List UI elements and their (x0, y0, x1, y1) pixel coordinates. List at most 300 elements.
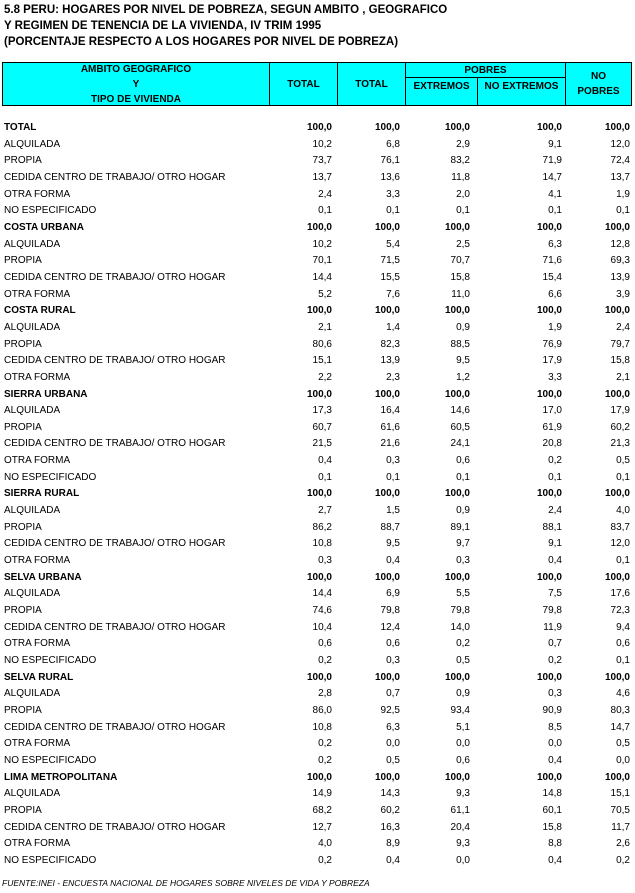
cell-value: 0,1 (616, 655, 630, 666)
cell-value: 0,6 (386, 638, 400, 650)
cell-value: 5,1 (456, 721, 470, 733)
row-label: PROPIA (4, 155, 42, 167)
row-label: OTRA FORMA (4, 188, 71, 200)
row-label: LIMA METROPOLITANA (4, 771, 118, 783)
cell-value: 60,1 (542, 804, 562, 816)
row-label: PROPIA (4, 605, 42, 617)
cell-value: 8,5 (548, 721, 562, 733)
cell-value: 14,4 (312, 588, 332, 600)
cell-value: 100,0 (536, 488, 562, 500)
cell-value: 0,3 (318, 555, 332, 567)
cell-value: 14,3 (380, 788, 400, 800)
table-row (2, 803, 632, 820)
cell-value: 14,4 (312, 271, 332, 283)
cell-value: 9,1 (548, 538, 562, 550)
cell-value: 2,1 (318, 321, 332, 333)
cell-value: 88,7 (380, 521, 400, 533)
row-label: OTRA FORMA (4, 555, 71, 567)
cell-value: 6,9 (386, 588, 400, 600)
cell-value: 100,0 (306, 305, 332, 317)
cell-value: 4,0 (318, 838, 332, 850)
cell-value: 100,0 (604, 388, 630, 400)
table-row (2, 420, 632, 437)
cell-value: 11,8 (451, 171, 470, 183)
table-row (2, 786, 632, 803)
table-row (2, 703, 632, 720)
cell-value: 0,1 (616, 471, 630, 483)
cell-value: 2,6 (616, 838, 630, 850)
header-ambito (3, 63, 269, 105)
cell-value: 0,5 (386, 754, 400, 766)
cell-value: 100,0 (374, 305, 400, 317)
row-label: CEDIDA CENTRO DE TRABAJO/ OTRO HOGAR (4, 621, 226, 633)
cell-value: 24,1 (450, 438, 470, 450)
cell-value: 100,0 (374, 671, 400, 683)
cell-value: 20,8 (542, 438, 562, 450)
cell-value: 17,9 (610, 405, 630, 417)
row-label: PROPIA (4, 255, 42, 267)
cell-value: 15,1 (312, 355, 332, 367)
cell-value: 79,7 (610, 338, 630, 350)
cell-value: 61,1 (450, 804, 470, 816)
cell-value: 100,0 (536, 122, 562, 133)
title-line-3: (PORCENTAJE RESPECTO A LOS HOGARES POR NIVEL DE POBREZA) (4, 36, 399, 48)
cell-value: 0,4 (386, 555, 400, 567)
cell-value: 100,0 (306, 388, 332, 400)
cell-value: 60,2 (380, 804, 400, 816)
table-row (2, 253, 632, 270)
cell-value: 100,0 (374, 571, 400, 583)
cell-value: 76,9 (542, 338, 562, 350)
cell-value: 0,1 (616, 205, 630, 217)
table-row (2, 586, 632, 603)
cell-value: 86,0 (312, 704, 332, 716)
cell-value: 15,5 (380, 271, 400, 283)
table-row (2, 470, 632, 487)
cell-value: 0,3 (386, 655, 400, 666)
row-label: OTRA FORMA (4, 638, 71, 650)
cell-value: 0,1 (318, 471, 332, 483)
header-total-1: TOTAL (287, 78, 320, 90)
cell-value: 61,6 (380, 421, 400, 433)
cell-value: 2,7 (318, 505, 332, 517)
cell-value: 1,9 (616, 188, 630, 200)
cell-value: 6,3 (386, 721, 400, 733)
cell-value: 83,2 (450, 155, 470, 167)
cell-value: 12,0 (610, 138, 630, 150)
table-row (2, 853, 632, 870)
table-row (2, 287, 632, 304)
cell-value: 70,5 (610, 804, 630, 816)
cell-value: 100,0 (536, 388, 562, 400)
cell-value: 0,5 (456, 655, 470, 666)
cell-value: 100,0 (306, 488, 332, 500)
cell-value: 0,0 (386, 738, 400, 750)
cell-value: 10,2 (312, 138, 332, 150)
row-label: ALQUILADA (4, 788, 61, 800)
cell-value: 1,5 (386, 505, 400, 517)
row-label: OTRA FORMA (4, 288, 71, 300)
cell-value: 100,0 (306, 122, 332, 133)
cell-value: 9,7 (456, 538, 470, 550)
table-row (2, 137, 632, 154)
cell-value: 12,0 (610, 538, 630, 550)
cell-value: 0,6 (456, 455, 470, 467)
cell-value: 14,7 (610, 721, 630, 733)
table-row (2, 836, 632, 853)
cell-value: 21,5 (312, 438, 332, 450)
row-label: PROPIA (4, 338, 42, 350)
table-row (2, 520, 632, 537)
cell-value: 79,8 (542, 605, 562, 617)
table-section-row (2, 670, 632, 687)
cell-value: 100,0 (374, 388, 400, 400)
cell-value: 100,0 (374, 122, 400, 133)
cell-value: 0,7 (548, 638, 562, 650)
cell-value: 13,9 (380, 355, 400, 367)
cell-value: 100,0 (444, 671, 470, 683)
row-label: OTRA FORMA (4, 455, 71, 467)
cell-value: 0,6 (318, 638, 332, 650)
cell-value: 60,7 (312, 421, 332, 433)
cell-value: 8,9 (386, 838, 400, 850)
cell-value: 80,6 (312, 338, 332, 350)
cell-value: 21,3 (610, 438, 630, 450)
title-line-1: 5.8 PERU: HOGARES POR NIVEL DE POBREZA, SEGUN AMBITO , GEOGRAFICO (4, 4, 448, 16)
row-label: NO ESPECIFICADO (4, 205, 97, 217)
row-label: NO ESPECIFICADO (4, 754, 97, 766)
header-ambito-line-3: TIPO DE VIVIENDA (90, 93, 181, 105)
cell-value: 4,1 (548, 188, 562, 200)
cell-value: 100,0 (306, 571, 332, 583)
cell-value: 12,4 (380, 621, 400, 633)
table-row (2, 820, 632, 837)
cell-value: 100,0 (374, 221, 400, 233)
cell-value: 76,1 (380, 155, 400, 167)
cell-value: 6,8 (386, 138, 400, 150)
cell-value: 80,3 (610, 704, 630, 716)
table-row (2, 403, 632, 420)
cell-value: 15,8 (610, 355, 630, 367)
cell-value: 4,0 (616, 505, 630, 517)
cell-value: 13,7 (610, 171, 630, 183)
cell-value: 17,3 (312, 405, 332, 417)
cell-value: 16,3 (380, 821, 400, 833)
table-section-row (2, 387, 632, 404)
cell-value: 100,0 (604, 122, 630, 133)
cell-value: 74,6 (312, 605, 332, 617)
header-no-pobres-line-1: NO (590, 71, 606, 82)
cell-value: 0,0 (456, 854, 470, 866)
table-section-row (2, 220, 632, 237)
table-row (2, 636, 632, 653)
title-line-2: Y REGIMEN DE TENENCIA DE LA VIVIENDA, IV TRIM 1995 (4, 20, 322, 32)
header-no-pobres-line-2: POBRES (577, 86, 620, 97)
cell-value: 69,3 (610, 255, 630, 267)
header-total-2: TOTAL (355, 78, 388, 90)
cell-value: 100,0 (306, 221, 332, 233)
cell-value: 7,5 (548, 588, 562, 600)
cell-value: 60,2 (610, 421, 630, 433)
cell-value: 0,9 (456, 688, 470, 700)
cell-value: 20,4 (450, 821, 470, 833)
cell-value: 2,5 (456, 238, 470, 250)
row-label: CEDIDA CENTRO DE TRABAJO/ OTRO HOGAR (4, 538, 226, 550)
cell-value: 2,3 (386, 371, 400, 383)
cell-value: 0,3 (456, 555, 470, 567)
row-label: ALQUILADA (4, 688, 61, 700)
cell-value: 68,2 (312, 804, 332, 816)
row-label: PROPIA (4, 704, 42, 716)
cell-value: 15,1 (610, 788, 630, 800)
cell-value: 71,5 (380, 255, 400, 267)
cell-value: 71,9 (542, 155, 562, 167)
cell-value: 86,2 (312, 521, 332, 533)
cell-value: 71,6 (542, 255, 562, 267)
row-label: CEDIDA CENTRO DE TRABAJO/ OTRO HOGAR (4, 171, 226, 183)
row-label: CEDIDA CENTRO DE TRABAJO/ OTRO HOGAR (4, 438, 226, 450)
cell-value: 70,1 (312, 255, 332, 267)
table-row (2, 353, 632, 370)
cell-value: 9,5 (386, 538, 400, 550)
cell-value: 0,1 (456, 205, 470, 217)
cell-value: 100,0 (536, 771, 562, 783)
table-body (2, 120, 632, 870)
table-section-row (2, 486, 632, 503)
cell-value: 100,0 (444, 221, 470, 233)
cell-value: 10,8 (312, 538, 332, 550)
row-label: SIERRA RURAL (4, 488, 80, 500)
cell-value: 14,8 (542, 788, 562, 800)
row-label: PROPIA (4, 421, 42, 433)
cell-value: 3,9 (616, 288, 630, 300)
row-label: SELVA URBANA (4, 571, 82, 583)
cell-value: 6,3 (548, 238, 562, 250)
cell-value: 13,6 (380, 171, 400, 183)
cell-value: 2,1 (616, 371, 630, 383)
cell-value: 0,1 (456, 471, 470, 483)
cell-value: 1,4 (386, 321, 400, 333)
table-row (2, 620, 632, 637)
cell-value: 83,7 (610, 521, 630, 533)
cell-value: 100,0 (604, 771, 630, 783)
table-row (2, 170, 632, 187)
row-label: ALQUILADA (4, 505, 61, 517)
table-row (2, 270, 632, 287)
cell-value: 100,0 (374, 771, 400, 783)
cell-value: 70,7 (450, 255, 470, 267)
cell-value: 17,9 (542, 355, 562, 367)
cell-value: 0,6 (616, 638, 630, 650)
cell-value: 0,7 (386, 688, 400, 700)
row-label: COSTA URBANA (4, 221, 84, 233)
header-no-extremos: NO EXTREMOS (484, 81, 559, 92)
table-row (2, 187, 632, 204)
cell-value: 93,4 (450, 704, 470, 716)
cell-value: 100,0 (604, 571, 630, 583)
cell-value: 8,8 (548, 838, 562, 850)
cell-value: 14,0 (450, 621, 470, 633)
cell-value: 0,5 (616, 738, 630, 750)
cell-value: 15,4 (542, 271, 562, 283)
cell-value: 0,1 (318, 205, 332, 217)
table-row (2, 237, 632, 254)
row-label: OTRA FORMA (4, 838, 71, 850)
cell-value: 100,0 (536, 571, 562, 583)
cell-value: 82,3 (380, 338, 400, 350)
cell-value: 100,0 (444, 571, 470, 583)
table-header (2, 62, 632, 106)
table-section-row (2, 570, 632, 587)
row-label: COSTA RURAL (4, 305, 76, 317)
table-row (2, 653, 632, 670)
cell-value: 3,3 (386, 188, 400, 200)
cell-value: 9,3 (456, 788, 470, 800)
cell-value: 0,2 (548, 655, 562, 666)
cell-value: 0,3 (386, 455, 400, 467)
cell-value: 0,1 (386, 471, 400, 483)
cell-value: 2,0 (456, 188, 470, 200)
cell-value: 5,5 (456, 588, 470, 600)
table-section-row (2, 120, 632, 137)
header-extremos: EXTREMOS (413, 81, 470, 92)
table-row (2, 203, 632, 220)
cell-value: 79,8 (450, 605, 470, 617)
table-row (2, 736, 632, 753)
cell-value: 14,7 (542, 171, 562, 183)
cell-value: 100,0 (444, 122, 470, 133)
cell-value: 13,7 (312, 171, 332, 183)
row-label: PROPIA (4, 521, 42, 533)
cell-value: 100,0 (536, 671, 562, 683)
row-label: NO ESPECIFICADO (4, 471, 97, 483)
cell-value: 0,6 (456, 754, 470, 766)
cell-value: 0,2 (318, 754, 332, 766)
cell-value: 3,3 (548, 371, 562, 383)
row-label: CEDIDA CENTRO DE TRABAJO/ OTRO HOGAR (4, 271, 226, 283)
cell-value: 5,4 (386, 238, 400, 250)
cell-value: 6,6 (548, 288, 562, 300)
table-row (2, 536, 632, 553)
cell-value: 0,0 (616, 754, 630, 766)
row-label: NO ESPECIFICADO (4, 655, 97, 666)
table-row (2, 370, 632, 387)
header-pobres: POBRES (464, 64, 507, 76)
cell-value: 10,2 (312, 238, 332, 250)
cell-value: 2,4 (548, 505, 562, 517)
cell-value: 0,4 (386, 854, 400, 866)
row-label: CEDIDA CENTRO DE TRABAJO/ OTRO HOGAR (4, 821, 226, 833)
table-row (2, 753, 632, 770)
cell-value: 100,0 (306, 671, 332, 683)
cell-value: 88,5 (450, 338, 470, 350)
table-row (2, 153, 632, 170)
cell-value: 73,7 (312, 155, 332, 167)
report-title (4, 2, 447, 50)
cell-value: 0,4 (318, 455, 332, 467)
row-label: ALQUILADA (4, 588, 61, 600)
cell-value: 100,0 (604, 305, 630, 317)
cell-value: 72,4 (610, 155, 630, 167)
cell-value: 100,0 (444, 388, 470, 400)
cell-value: 100,0 (604, 488, 630, 500)
row-label: TOTAL (4, 122, 37, 133)
cell-value: 79,8 (380, 605, 400, 617)
cell-value: 0,2 (318, 738, 332, 750)
cell-value: 2,4 (616, 321, 630, 333)
cell-value: 0,1 (386, 205, 400, 217)
row-label: ALQUILADA (4, 138, 61, 150)
cell-value: 0,0 (456, 738, 470, 750)
cell-value: 9,1 (548, 138, 562, 150)
cell-value: 11,0 (451, 288, 470, 300)
cell-value: 100,0 (536, 305, 562, 317)
cell-value: 0,1 (548, 471, 562, 483)
cell-value: 100,0 (444, 305, 470, 317)
row-label: NO ESPECIFICADO (4, 854, 97, 866)
cell-value: 9,3 (456, 838, 470, 850)
cell-value: 0,3 (548, 688, 562, 700)
table-row (2, 337, 632, 354)
table-row (2, 686, 632, 703)
cell-value: 15,8 (450, 271, 470, 283)
row-label: CEDIDA CENTRO DE TRABAJO/ OTRO HOGAR (4, 355, 226, 367)
cell-value: 9,4 (616, 621, 630, 633)
cell-value: 11,7 (611, 821, 630, 833)
cell-value: 100,0 (536, 221, 562, 233)
cell-value: 4,6 (616, 688, 630, 700)
cell-value: 17,0 (542, 405, 562, 417)
cell-value: 2,4 (318, 188, 332, 200)
table-row (2, 436, 632, 453)
cell-value: 100,0 (374, 488, 400, 500)
cell-value: 14,6 (450, 405, 470, 417)
cell-value: 1,2 (456, 371, 470, 383)
table-row (2, 553, 632, 570)
cell-value: 100,0 (306, 771, 332, 783)
table-row (2, 503, 632, 520)
cell-value: 88,1 (542, 521, 562, 533)
table-row (2, 453, 632, 470)
cell-value: 100,0 (444, 488, 470, 500)
row-label: ALQUILADA (4, 405, 61, 417)
header-ambito-line-2: Y (132, 78, 140, 90)
table-row (2, 720, 632, 737)
cell-value: 2,2 (318, 371, 332, 383)
cell-value: 92,5 (380, 704, 400, 716)
cell-value: 0,4 (548, 555, 562, 567)
row-label: ALQUILADA (4, 238, 61, 250)
cell-value: 0,2 (456, 638, 470, 650)
header-ambito-line-1: AMBITO GEOGRAFICO (80, 63, 192, 75)
cell-value: 89,1 (450, 521, 470, 533)
cell-value: 13,9 (610, 271, 630, 283)
cell-value: 21,6 (380, 438, 400, 450)
cell-value: 10,4 (312, 621, 332, 633)
cell-value: 100,0 (604, 671, 630, 683)
table-row (2, 603, 632, 620)
cell-value: 10,8 (312, 721, 332, 733)
cell-value: 9,5 (456, 355, 470, 367)
cell-value: 0,2 (318, 655, 332, 666)
cell-value: 0,9 (456, 505, 470, 517)
cell-value: 0,9 (456, 321, 470, 333)
cell-value: 11,9 (543, 621, 562, 633)
table-section-row (2, 770, 632, 787)
cell-value: 2,8 (318, 688, 332, 700)
cell-value: 72,3 (610, 605, 630, 617)
source-footnote: FUENTE:INEI - ENCUESTA NACIONAL DE HOGARES SOBRE NIVELES DE VIDA Y POBREZA (2, 878, 370, 888)
